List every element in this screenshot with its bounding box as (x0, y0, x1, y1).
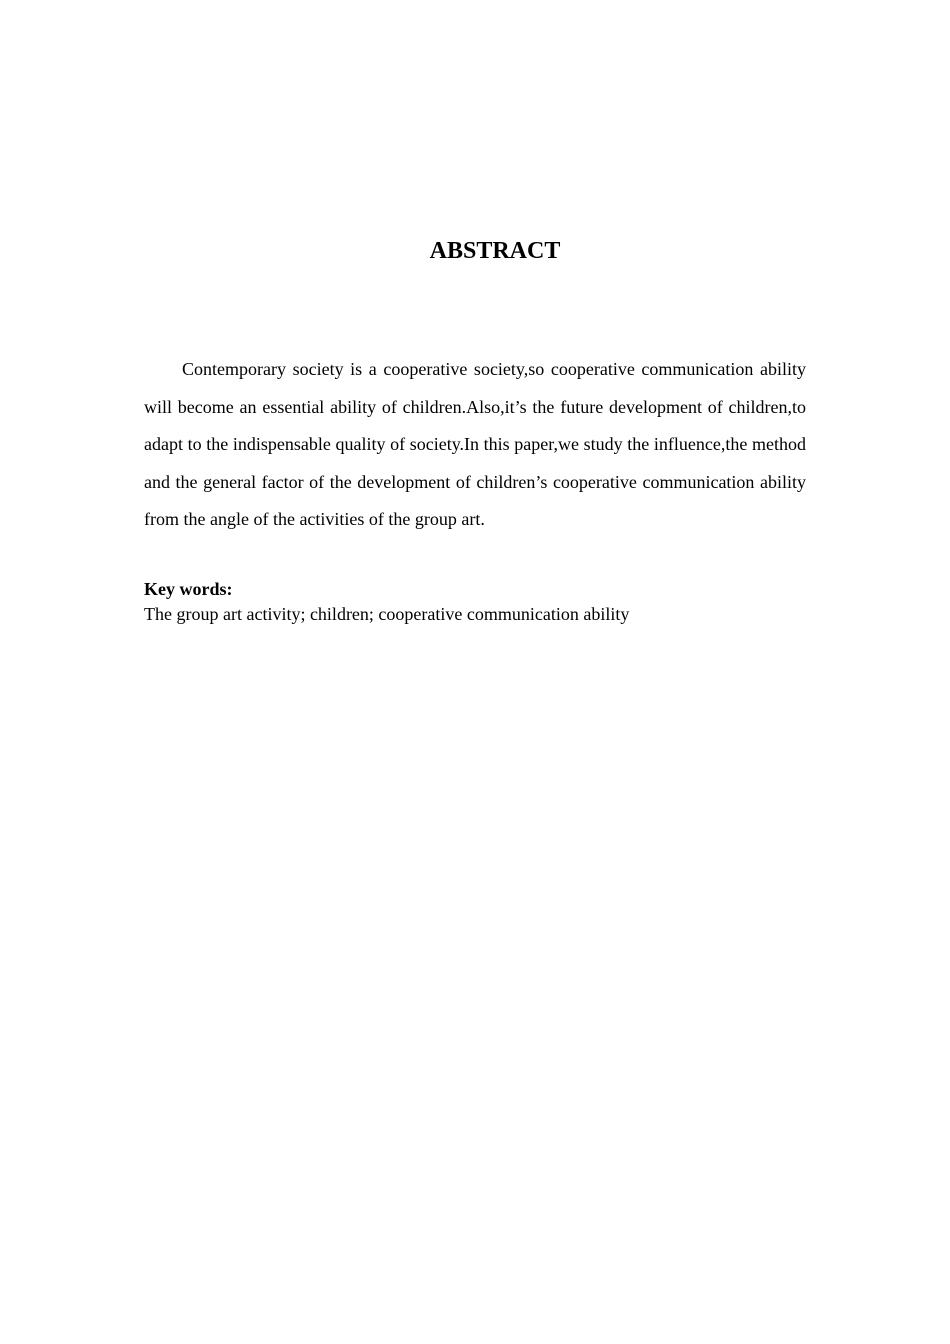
keywords-list: The group art activity; children; cooperative communication ability (144, 604, 630, 624)
keywords-label: Key words: (144, 579, 233, 599)
abstract-title: ABSTRACT (429, 238, 561, 264)
abstract-paragraph: Contemporary society is a cooperative society,so cooperative communication ability will become an essential ability of children.Also,it’s the future development of children,to adapt to the indispensable quality of society.In this paper,we study the influence,the method and the general factor of the development of children’s cooperative communication ability from the angle of the activities of the group art. (144, 359, 806, 529)
